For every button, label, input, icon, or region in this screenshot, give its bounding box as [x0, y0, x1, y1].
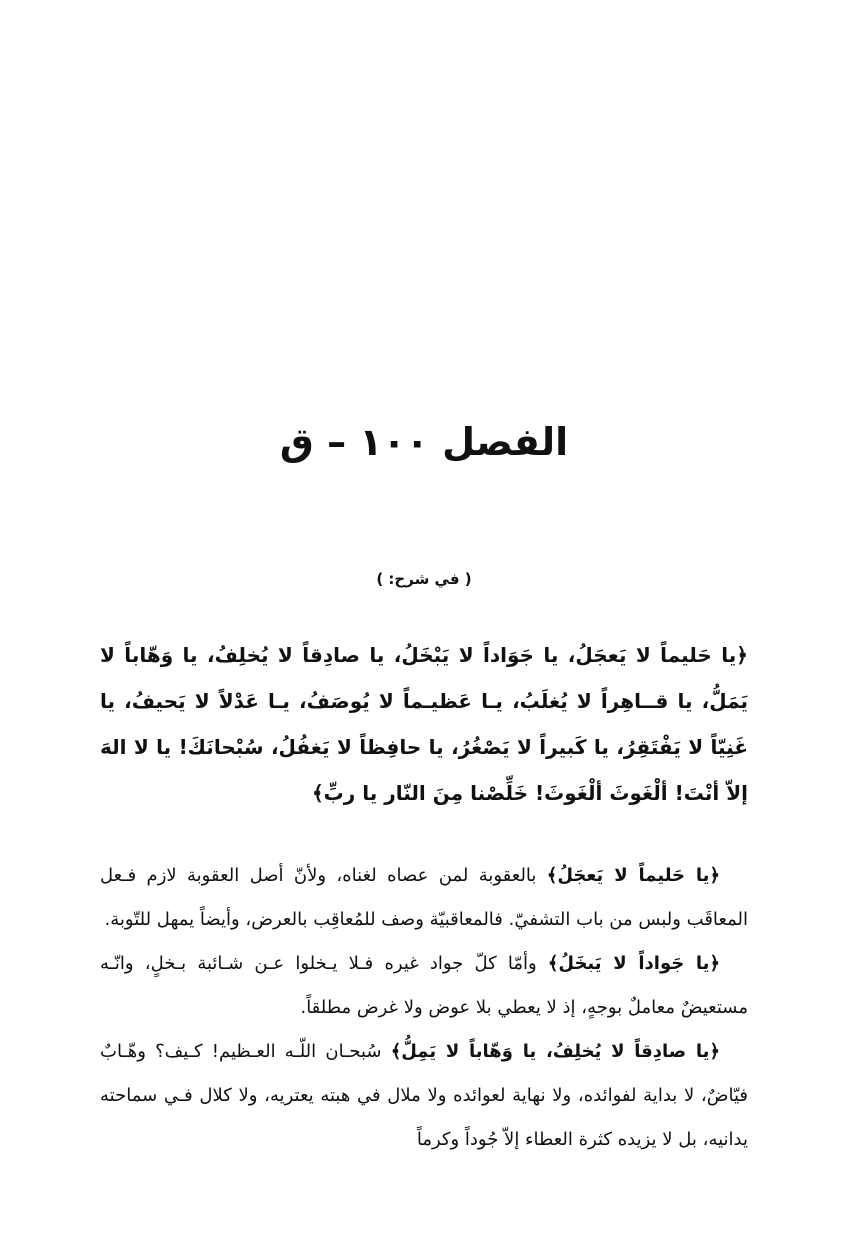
dua-text: ﴿يا حَليماً لا يَعجَلُ، يا جَوَاداً لا يَبْخَلُ، يا صادِقاً لا يُخلِفُ، يا وَهّاباً لا يَمَلُّ، يا قــاهِراً لا يُغلَبُ، يـا عَظيـماً لا يُوصَفُ، يـا عَدْلاً لا يَحيفُ، يا غَنِيّاً لا يَفْتَقِرُ، يا كَبيراً لا يَصْغُرُ، يا حافِظاً لا يَغفُلُ، سُبْحانَكَ! يا لا الهَ إلاّ أنْتَ! ألْغَوثَ ألْغَوثَ! خَلِّصْنا مِنَ النّار يا ربِّ﴾ — [100, 643, 748, 805]
commentary — [100, 854, 748, 1162]
commentary-paragraph — [100, 854, 748, 942]
paragraph-text: بالعقوبة لمن عصاه لغناه، ولأنّ أصل العقوبة لازم فـعل المعاقَب ولبس من باب التشفيّ. فالمعاقبيّة وصف للمُعاقِب بالعرض، وأيضاً يمهل للتّوبة. — [100, 865, 748, 930]
paragraph-text: سُبحـان اللّـه العـظيم! كـيف؟ وهّـابٌ فيّاضٌ، لا بداية لفوائده، ولا نهاية لعوائده ولا ملال في هبته يعتريه، ولا كلال فـي سماحته يدانيه، بل لا يزيده كثرة العطاء إلاّ جُوداً وكرماً — [100, 1041, 748, 1150]
section-subtitle: ( في شرح: ) — [376, 570, 472, 588]
chapter-title: الفصل ١٠٠ – ق — [279, 420, 569, 464]
paragraph-text: وأمّا كلّ جواد غيره فـلا يـخلوا عـن شـائبة بـخلٍ، وانّـه مستعيضٌ معاملٌ بوجهٍ، إذ لا يعطي بلا عوض ولا غرض مطلقاً. — [100, 953, 748, 1018]
commentary-paragraph — [100, 942, 748, 1030]
quoted-phrase: ﴿يا حَليماً لا يَعجَلُ﴾ — [546, 865, 720, 886]
quoted-phrase: ﴿يا جَواداً لا يَبخَلُ﴾ — [547, 953, 720, 974]
commentary-paragraph — [100, 1030, 748, 1162]
quoted-phrase: ﴿يا صادِقاً لا يُخلِفُ، يا وَهّاباً لا يَمِلُّ﴾ — [390, 1041, 720, 1062]
